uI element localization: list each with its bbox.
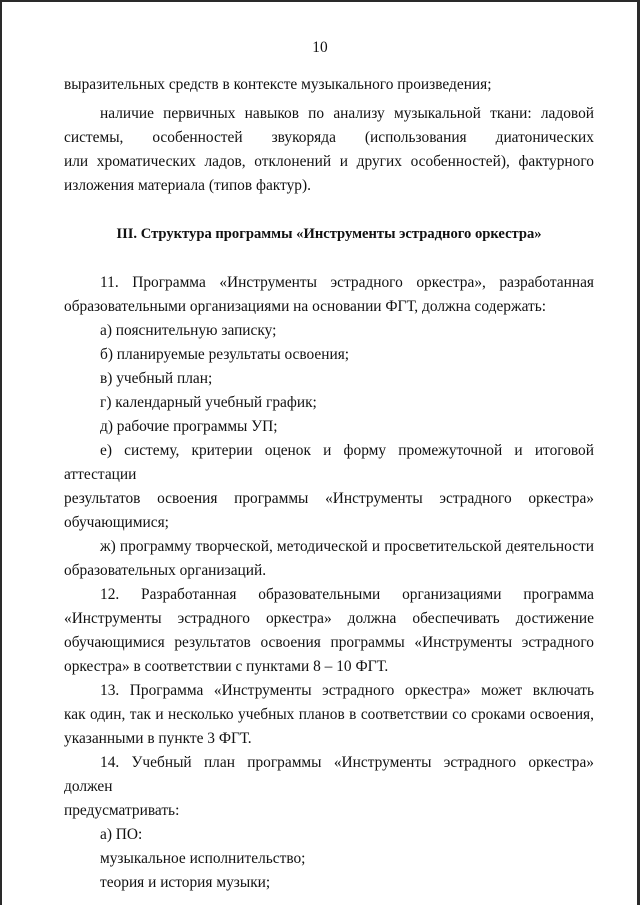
list-item: д) рабочие программы УП; — [100, 418, 278, 435]
document-body — [64, 73, 594, 895]
list-item: б) планируемые результаты освоения; — [100, 346, 350, 363]
text-line: системы, особенностей звукоряда (использования диатонических — [64, 129, 594, 146]
text-line: 11. Программа «Инструменты эстрадного оркестра», разработанная — [100, 274, 594, 291]
list-item: а) ПО: — [100, 826, 143, 843]
text-line: 13. Программа «Инструменты эстрадного оркестра» может включать — [100, 682, 594, 699]
list-item: музыкальное исполнительство; — [100, 850, 306, 867]
text-line: обучающимися результатов освоения программы «Инструменты эстрадного — [64, 634, 594, 651]
text-line: наличие первичных навыков по анализу музыкальной ткани: ладовой — [100, 105, 594, 122]
text-line: или хроматических ладов, отклонений и других особенностей), фактурного — [64, 153, 594, 170]
list-item: а) пояснительную записку; — [100, 322, 277, 339]
scan-border-top — [0, 0, 640, 2]
text-line: выразительных средств в контексте музыкального произведения; — [64, 76, 492, 93]
text-line: 12. Разработанная образовательными организациями программа — [100, 586, 594, 603]
scan-border-left — [0, 0, 2, 905]
text-line: как один, так и несколько учебных планов в соответствии со сроками освоения, — [64, 706, 594, 723]
text-line: «Инструменты эстрадного оркестра» должна обеспечивать достижение — [64, 610, 594, 627]
text-line: результатов освоения программы «Инструменты эстрадного оркестра» — [64, 490, 594, 507]
text-line: образовательными организациями на основании ФГТ, должна содержать: — [64, 298, 547, 315]
text-line: образовательных организаций. — [64, 562, 267, 579]
text-line: указанными в пункте 3 ФГТ. — [64, 730, 252, 747]
text-line: 14. Учебный план программы «Инструменты эстрадного оркестра» должен — [64, 754, 594, 795]
text-line: обучающимися; — [64, 514, 169, 531]
list-item: теория и история музыки; — [100, 874, 271, 891]
section-heading: III. Структура программы «Инструменты эстрадного оркестра» — [116, 226, 542, 242]
text-line: оркестра» в соответствии с пунктами 8 – 10 ФГТ. — [64, 658, 389, 675]
list-item: ж) программу творческой, методической и просветительской деятельности — [100, 538, 594, 555]
text-line: изложения материала (типов фактур). — [64, 177, 311, 194]
page-number: 10 — [312, 39, 328, 56]
list-item: г) календарный учебный график; — [100, 394, 317, 411]
list-item: е) систему, критерии оценок и форму промежуточной и итоговой аттестации — [64, 442, 594, 483]
list-item: в) учебный план; — [100, 370, 213, 387]
text-line: предусматривать: — [64, 802, 180, 819]
